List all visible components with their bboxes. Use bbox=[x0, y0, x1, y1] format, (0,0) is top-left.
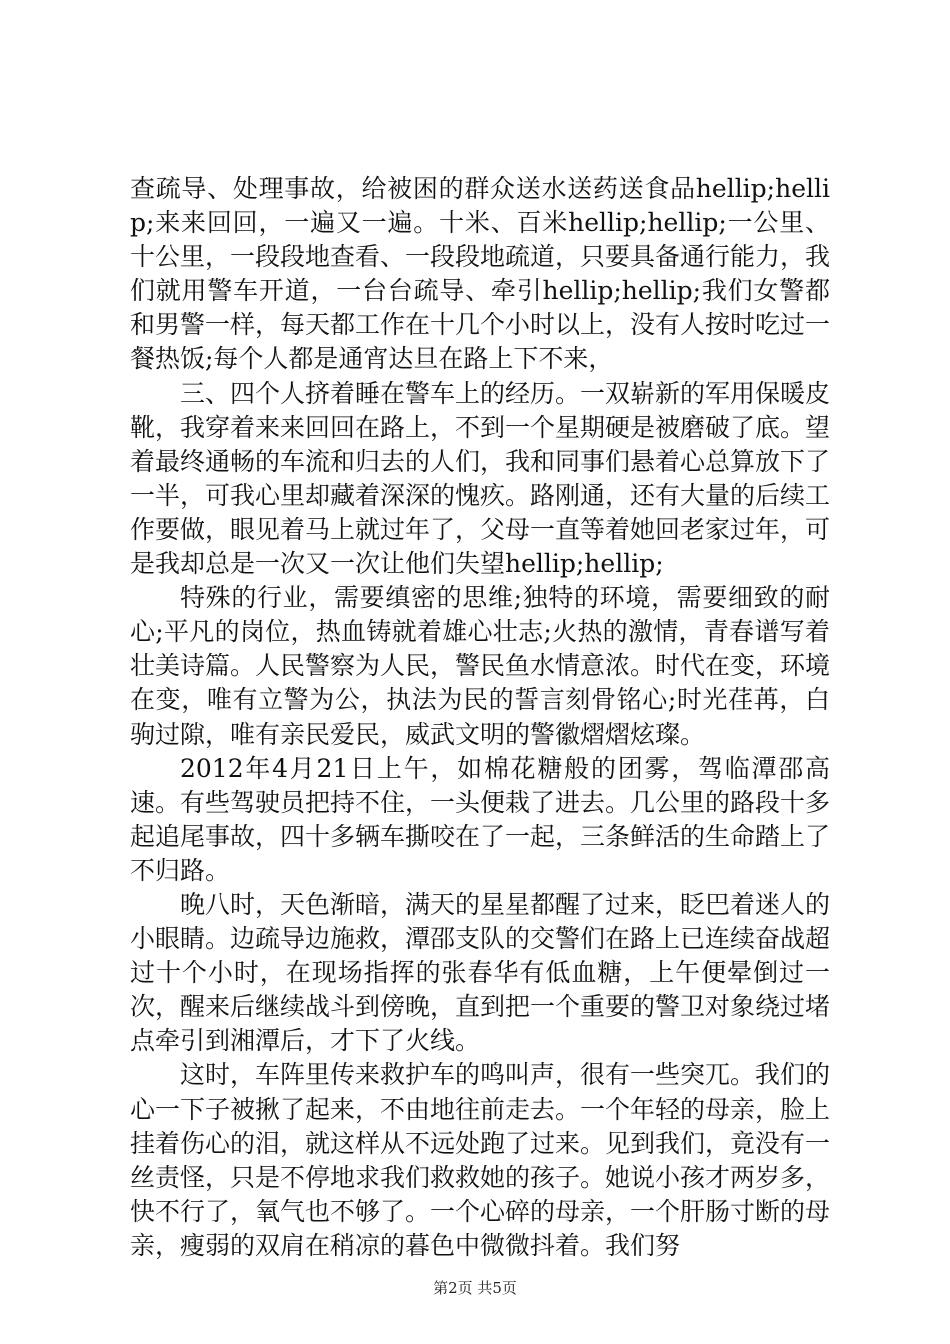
page-number-label: 第2页 共5页 bbox=[433, 1279, 517, 1297]
paragraph-3: 特殊的行业，需要缜密的思维;独特的环境，需要细致的耐心;平凡的岗位，热血铸就着雄心壮志;火热的激情，青春谱写着壮美诗篇。人民警察为人民，警民鱼水情意浓。时代在变，环境在变，唯有立警为公，执法为民的誓言刻骨铭心;时光荏苒，白驹过隙，唯有亲民爱民，威武文明的警徽熠熠炫璨。 bbox=[130, 583, 831, 749]
paragraph-6: 这时，车阵里传来救护车的鸣叫声，很有一些突兀。我们的心一下子被揪了起来，不由地往前走去。一个年轻的母亲，脸上挂着伤心的泪，就这样从不远处跑了过来。见到我们，竟没有一丝责怪，只是不停地求我们救救她的孩子。她说小孩才两岁多，快不行了，氧气也不够了。一个心碎的母亲，一个肝肠寸断的母亲，瘦弱的双肩在稍凉的暮色中微微抖着。我们努 bbox=[130, 1060, 831, 1260]
paragraph-2: 三、四个人挤着睡在警车上的经历。一双崭新的军用保暖皮靴，我穿着来来回回在路上，不到一个星期硬是被磨破了底。望着最终通畅的车流和归去的人们，我和同事们悬着心总算放下了一半，可我心里却藏着深深的愧疚。路刚通，还有大量的后续工作要做，眼见着马上就过年了，父母一直等着她回老家过年，可是我却总是一次又一次让他们失望hellip;hellip; bbox=[130, 378, 831, 579]
page-footer bbox=[0, 1278, 950, 1298]
paragraph-1: 查疏导、处理事故，给被困的群众送水送药送食品hellip;hellip;来来回回，一遍又一遍。十米、百米hellip;hellip;一公里、十公里，一段段地查看、一段段地疏道，只要具备通行能力，我们就用警车开道，一台台疏导、牵引hellip;hellip;我们女警都和男警一样，每天都工作在十几个小时以上，没有人按时吃过一餐热饭;每个人都是通宵达旦在路上下不来， bbox=[130, 174, 831, 374]
paragraph-4: 2012年4月21日上午，如棉花糖般的团雾，驾临潭邵高速。有些驾驶员把持不住，一头便栽了进去。几公里的路段十多起追尾事故，四十多辆车撕咬在了一起，三条鲜活的生命踏上了不归路。 bbox=[130, 753, 831, 885]
paragraph-5: 晚八时，天色渐暗，满天的星星都醒了过来，眨巴着迷人的小眼睛。边疏导边施救，潭邵支队的交警们在路上已连续奋战超过十个小时，在现场指挥的张春华有低血糖，上午便晕倒过一次，醒来后继续战斗到傍晚，直到把一个重要的警卫对象绕过堵点牵引到湘潭后，才下了火线。 bbox=[130, 889, 831, 1056]
document-body bbox=[130, 172, 830, 1263]
